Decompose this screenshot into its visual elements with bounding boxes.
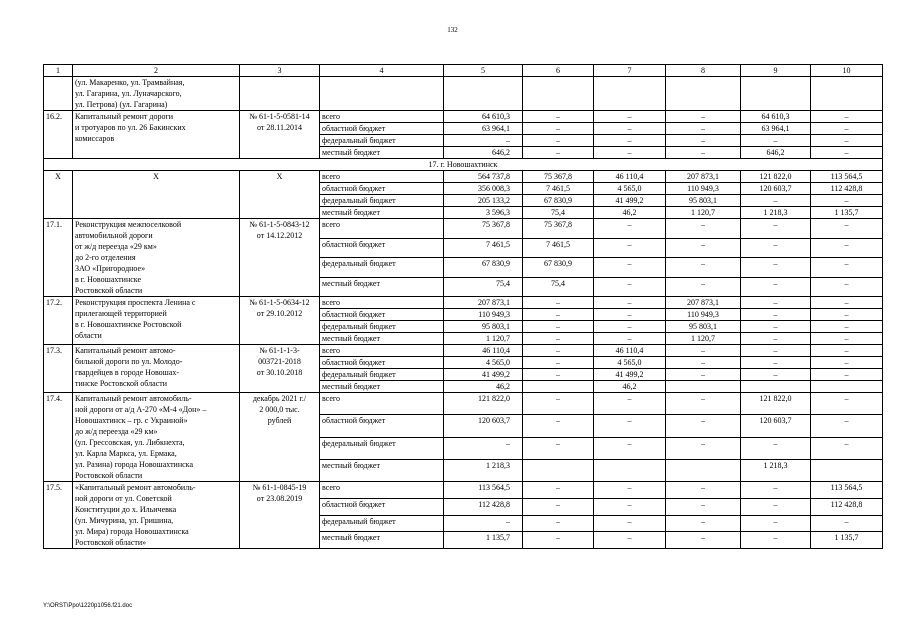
value-cell: –	[594, 277, 666, 297]
budget-label: местный бюджет	[320, 381, 444, 393]
value-cell: 112 428,8	[811, 498, 883, 515]
document-ref: № 61-1-5-0634-12 от 29.10.2012	[240, 297, 320, 345]
row-number: 17.3.	[44, 345, 73, 393]
row-number: 17.5.	[44, 482, 73, 549]
value-cell: 41 499,2	[594, 195, 666, 207]
value-cell: 1 120,7	[444, 333, 523, 345]
budget-label: всего	[320, 393, 444, 415]
object-name: X	[73, 171, 240, 219]
value-cell: –	[523, 135, 594, 147]
value-cell: 113 564,5	[811, 171, 883, 183]
value-cell: –	[444, 437, 523, 459]
document-ref: № 61-1-5-0581-14 от 28.11.2014	[240, 111, 320, 159]
value-cell: –	[741, 369, 811, 381]
value-cell: –	[811, 345, 883, 357]
value-cell: 63 964,1	[444, 123, 523, 135]
value-cell: 207 873,1	[666, 297, 741, 309]
value-cell: –	[811, 135, 883, 147]
value-cell: –	[811, 369, 883, 381]
value-cell	[741, 381, 811, 393]
row-number: 16.2.	[44, 111, 73, 159]
value-cell: –	[523, 321, 594, 333]
row-number: 17.4.	[44, 393, 73, 482]
value-cell: –	[594, 111, 666, 123]
document-ref: декабрь 2021 г./ 2 000,0 тыс. рублей	[240, 393, 320, 482]
value-cell: –	[811, 321, 883, 333]
document-ref: № 61-1-1-3- 003721-2018 от 30.10.2018	[240, 345, 320, 393]
value-cell: 205 133,2	[444, 195, 523, 207]
value-cell: –	[523, 393, 594, 415]
value-cell: –	[811, 393, 883, 415]
budget-label: всего	[320, 111, 444, 123]
value-cell: 120 603,7	[741, 183, 811, 195]
value-cell: –	[666, 345, 741, 357]
value-cell: –	[811, 123, 883, 135]
row-number: X	[44, 171, 73, 219]
section-title: 17. г. Новошахтинск	[44, 159, 883, 171]
value-cell: –	[666, 532, 741, 549]
value-cell: 95 803,1	[666, 321, 741, 333]
document-ref: X	[240, 171, 320, 219]
value-cell: 46,2	[594, 381, 666, 393]
value-cell: 3 596,3	[444, 207, 523, 219]
value-cell: –	[523, 297, 594, 309]
header-cell: 4	[320, 65, 444, 77]
table-row	[44, 393, 883, 415]
value-cell: –	[594, 297, 666, 309]
budget-label: федеральный бюджет	[320, 321, 444, 333]
budget-label: местный бюджет	[320, 207, 444, 219]
budget-label: местный бюджет	[320, 333, 444, 345]
value-cell: –	[666, 415, 741, 437]
value-cell: –	[594, 415, 666, 437]
value-cell: –	[741, 309, 811, 321]
budget-label: всего	[320, 297, 444, 309]
value-cell: –	[523, 532, 594, 549]
value-cell: 4 565,0	[444, 357, 523, 369]
value-cell: –	[523, 515, 594, 532]
value-cell: 46 110,4	[444, 345, 523, 357]
value-cell: –	[741, 515, 811, 532]
value-cell: 646,2	[741, 147, 811, 159]
header-cell: 8	[666, 65, 741, 77]
value-cell: 75 367,8	[523, 219, 594, 239]
table-row	[44, 219, 883, 239]
value-cell: –	[741, 333, 811, 345]
value-cell: –	[666, 123, 741, 135]
header-cell: 3	[240, 65, 320, 77]
value-cell: –	[594, 147, 666, 159]
value-cell: –	[666, 437, 741, 459]
value-cell: –	[811, 415, 883, 437]
value-cell: –	[666, 277, 741, 297]
value-cell: –	[666, 219, 741, 239]
value-cell: –	[594, 309, 666, 321]
value-cell: –	[523, 309, 594, 321]
value-cell: –	[666, 515, 741, 532]
value-cell: –	[811, 195, 883, 207]
value-cell: –	[741, 437, 811, 459]
header-cell: 10	[811, 65, 883, 77]
value-cell: –	[811, 277, 883, 297]
value-cell: –	[594, 333, 666, 345]
value-cell	[666, 381, 741, 393]
value-cell: –	[523, 147, 594, 159]
budget-label: всего	[320, 171, 444, 183]
value-cell: –	[741, 238, 811, 258]
value-cell: –	[811, 238, 883, 258]
value-cell: –	[594, 258, 666, 278]
value-cell: –	[666, 369, 741, 381]
value-cell: 1 135,7	[811, 207, 883, 219]
table-row	[44, 297, 883, 309]
value-cell: –	[741, 498, 811, 515]
value-cell: –	[523, 333, 594, 345]
table-row	[44, 171, 883, 183]
value-cell: –	[811, 515, 883, 532]
value-cell: –	[594, 123, 666, 135]
budget-label: областной бюджет	[320, 123, 444, 135]
value-cell: –	[741, 345, 811, 357]
value-cell: 7 461,5	[444, 238, 523, 258]
budget-label: федеральный бюджет	[320, 258, 444, 278]
document-ref: № 61-1-5-0843-12 от 14.12.2012	[240, 219, 320, 297]
value-cell: –	[811, 357, 883, 369]
value-cell	[523, 381, 594, 393]
header-cell: 6	[523, 65, 594, 77]
value-cell: 1 218,3	[741, 459, 811, 481]
budget-label: местный бюджет	[320, 532, 444, 549]
table-row	[44, 111, 883, 123]
value-cell: –	[741, 482, 811, 499]
header-cell: 1	[44, 65, 73, 77]
value-cell: –	[741, 532, 811, 549]
value-cell: –	[523, 357, 594, 369]
value-cell: –	[594, 219, 666, 239]
budget-label: всего	[320, 482, 444, 499]
value-cell: –	[594, 393, 666, 415]
table-row	[44, 345, 883, 357]
value-cell	[666, 459, 741, 481]
value-cell: –	[741, 135, 811, 147]
value-cell	[811, 459, 883, 481]
value-cell: –	[523, 437, 594, 459]
object-name: Капитальный ремонт автомобиль- ной дороги от а/д А-270 «М-4 «Дон» – Новошахтинск – гр. с Украиной» до ж/д переезда «29 км» (ул. Грессовская, ул. Либкнехта, ул. Карла Маркса, ул. Ермака, ул. Разина) города Новошахтинска Ростовской области	[73, 393, 240, 482]
value-cell: –	[811, 219, 883, 239]
value-cell: –	[666, 393, 741, 415]
object-name: Капитальный ремонт автомо- бильной дороги по ул. Молодо- гвардейцев в городе Новошах- тинске Ростовской области	[73, 345, 240, 393]
value-cell: –	[594, 532, 666, 549]
value-cell: –	[523, 111, 594, 123]
value-cell: –	[741, 277, 811, 297]
budget-label: федеральный бюджет	[320, 369, 444, 381]
budget-label: областной бюджет	[320, 238, 444, 258]
value-cell: 67 830,9	[523, 195, 594, 207]
budget-label: областной бюджет	[320, 415, 444, 437]
value-cell: –	[666, 135, 741, 147]
value-cell: 46 110,4	[594, 345, 666, 357]
header-cell: 5	[444, 65, 523, 77]
value-cell: –	[594, 321, 666, 333]
object-name: Реконструкция межпоселковой автомобильной дороги от ж/д переезда «29 км» до 2-го отделения ЗАО «Пригородное» в г. Новошахтинске Ростовской области	[73, 219, 240, 297]
value-cell: 46 110,4	[594, 171, 666, 183]
value-cell: 95 803,1	[444, 321, 523, 333]
value-cell: 75,4	[444, 277, 523, 297]
value-cell: 63 964,1	[741, 123, 811, 135]
budget-table	[43, 64, 883, 549]
budget-label: местный бюджет	[320, 277, 444, 297]
value-cell: –	[444, 135, 523, 147]
value-cell: 112 428,8	[811, 183, 883, 195]
object-name: Реконструкция проспекта Ленина с прилегающей территорией в г. Новошахтинске Ростовской области	[73, 297, 240, 345]
budget-label: федеральный бюджет	[320, 515, 444, 532]
value-cell: 113 564,5	[811, 482, 883, 499]
value-cell: –	[523, 415, 594, 437]
value-cell: 4 565,0	[594, 357, 666, 369]
budget-label: всего	[320, 345, 444, 357]
value-cell: –	[523, 482, 594, 499]
value-cell: –	[666, 498, 741, 515]
value-cell: –	[594, 498, 666, 515]
value-cell	[594, 459, 666, 481]
row-number: 17.2.	[44, 297, 73, 345]
value-cell: 64 610,3	[444, 111, 523, 123]
value-cell: 1 120,7	[666, 333, 741, 345]
value-cell: –	[811, 309, 883, 321]
header-cell: 2	[73, 65, 240, 77]
row-number: 17.1.	[44, 219, 73, 297]
value-cell: 1 218,3	[444, 459, 523, 481]
value-cell: –	[741, 258, 811, 278]
value-cell: 64 610,3	[741, 111, 811, 123]
value-cell: 67 830,9	[444, 258, 523, 278]
value-cell: 121 822,0	[444, 393, 523, 415]
object-name: «Капитальный ремонт автомобиль- ной дороги от ул. Советской Конституции до х. Ильичевка (ул. Мичурина, ул. Гришина, ул. Мира) города Новошахтинска Ростовской области»	[73, 482, 240, 549]
value-cell: –	[741, 219, 811, 239]
value-cell: 46,2	[444, 381, 523, 393]
budget-label: местный бюджет	[320, 459, 444, 481]
value-cell: –	[523, 369, 594, 381]
value-cell: –	[523, 123, 594, 135]
value-cell: 646,2	[444, 147, 523, 159]
value-cell	[811, 381, 883, 393]
page-number: 132	[447, 26, 458, 34]
budget-label: областной бюджет	[320, 498, 444, 515]
value-cell: –	[444, 515, 523, 532]
budget-label: всего	[320, 219, 444, 239]
value-cell: –	[666, 258, 741, 278]
budget-label: местный бюджет	[320, 147, 444, 159]
value-cell: –	[741, 195, 811, 207]
budget-label: федеральный бюджет	[320, 195, 444, 207]
value-cell: –	[666, 147, 741, 159]
value-cell: –	[523, 345, 594, 357]
value-cell: –	[811, 258, 883, 278]
value-cell: –	[666, 482, 741, 499]
value-cell	[523, 459, 594, 481]
value-cell: –	[811, 111, 883, 123]
value-cell: 1 135,7	[444, 532, 523, 549]
value-cell: 41 499,2	[594, 369, 666, 381]
budget-label: областной бюджет	[320, 357, 444, 369]
value-cell: 67 830,9	[523, 258, 594, 278]
value-cell: –	[811, 297, 883, 309]
value-cell: 1 218,3	[741, 207, 811, 219]
value-cell: 7 461,5	[523, 238, 594, 258]
value-cell: –	[666, 357, 741, 369]
value-cell: 207 873,1	[666, 171, 741, 183]
value-cell: –	[811, 437, 883, 459]
value-cell: 4 565,0	[594, 183, 666, 195]
value-cell: 75,4	[523, 277, 594, 297]
object-name: (ул. Макаренко, ул. Трамвайная, ул. Гагарина, ул. Луначарского, ул. Петрова) (ул. Гагарина)	[73, 77, 240, 111]
object-name: Капитальный ремонт дороги и тротуаров по ул. 26 Бакинских комиссаров	[73, 111, 240, 159]
value-cell: 110 949,3	[666, 183, 741, 195]
value-cell: –	[594, 515, 666, 532]
budget-label: областной бюджет	[320, 309, 444, 321]
value-cell: 207 873,1	[444, 297, 523, 309]
value-cell: 75 367,8	[523, 171, 594, 183]
section-row	[44, 159, 883, 171]
budget-label: областной бюджет	[320, 183, 444, 195]
value-cell: 120 603,7	[444, 415, 523, 437]
value-cell: –	[741, 357, 811, 369]
header-row	[44, 65, 883, 77]
value-cell: –	[811, 333, 883, 345]
value-cell: –	[666, 238, 741, 258]
header-cell: 7	[594, 65, 666, 77]
budget-label: федеральный бюджет	[320, 437, 444, 459]
value-cell: –	[741, 321, 811, 333]
value-cell: –	[523, 498, 594, 515]
value-cell: 121 822,0	[741, 393, 811, 415]
value-cell: –	[594, 135, 666, 147]
value-cell: 356 008,3	[444, 183, 523, 195]
value-cell: 95 803,1	[666, 195, 741, 207]
value-cell: 1 135,7	[811, 532, 883, 549]
value-cell: 564 737,8	[444, 171, 523, 183]
value-cell: 110 949,3	[444, 309, 523, 321]
table-row	[44, 482, 883, 499]
value-cell: –	[811, 147, 883, 159]
value-cell: 120 603,7	[741, 415, 811, 437]
budget-label: федеральный бюджет	[320, 135, 444, 147]
value-cell: –	[741, 297, 811, 309]
value-cell: –	[666, 111, 741, 123]
value-cell: 1 120,7	[666, 207, 741, 219]
document-ref: № 61-1-0845-19 от 23.08.2019	[240, 482, 320, 549]
value-cell: –	[594, 238, 666, 258]
value-cell: –	[594, 482, 666, 499]
value-cell: 113 564,5	[444, 482, 523, 499]
file-path-footer: Y:\ORST\Ppo\1220p1056.f21.doc	[43, 603, 133, 609]
value-cell: 121 822,0	[741, 171, 811, 183]
value-cell: 41 499,2	[444, 369, 523, 381]
value-cell: 7 461,5	[523, 183, 594, 195]
value-cell: 75 367,8	[444, 219, 523, 239]
value-cell: 46,2	[594, 207, 666, 219]
value-cell: 75,4	[523, 207, 594, 219]
value-cell: 110 949,3	[666, 309, 741, 321]
value-cell: –	[594, 437, 666, 459]
header-cell: 9	[741, 65, 811, 77]
value-cell: 112 428,8	[444, 498, 523, 515]
continuation-row	[44, 77, 883, 111]
